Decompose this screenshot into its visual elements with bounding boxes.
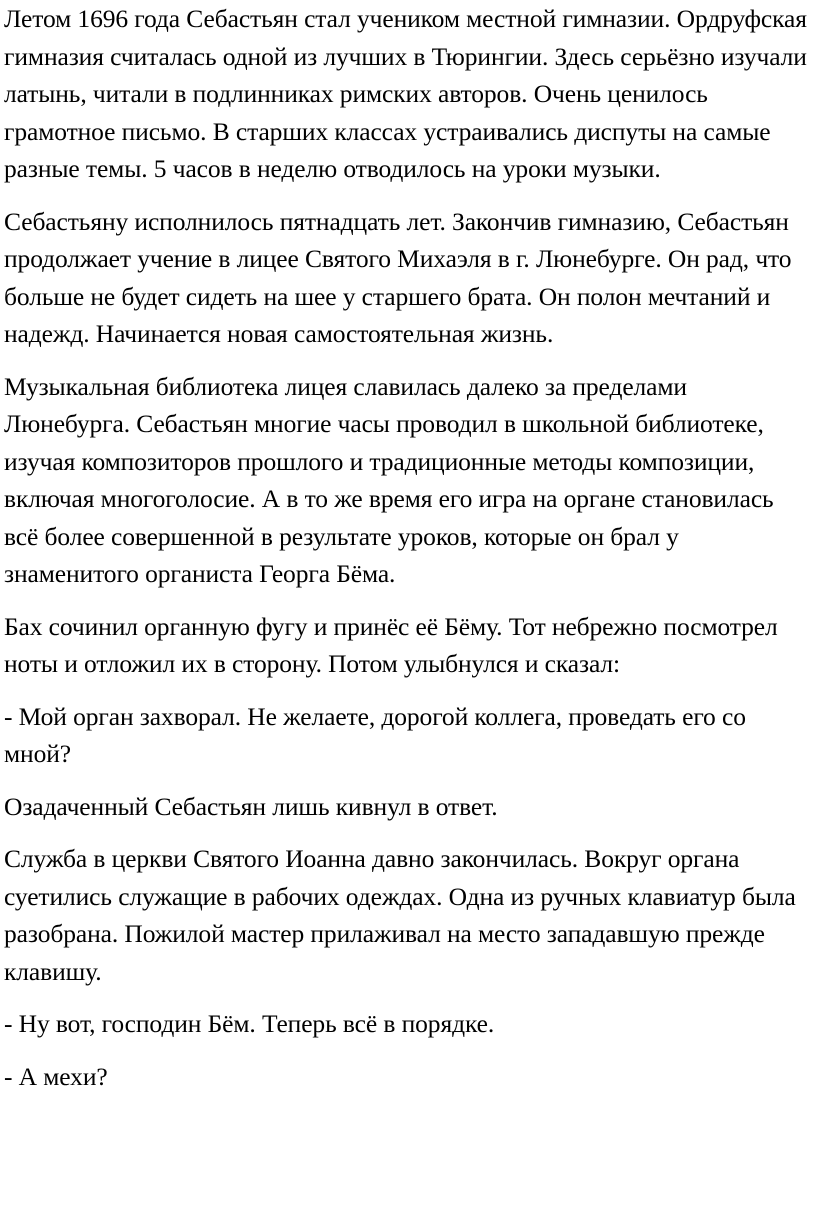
paragraph-7: Служба в церкви Святого Иоанна давно закончилась. Вокруг органа суетились служащие в рабочих одеждах. Одна из ручных клавиатур была разобрана. Пожилой мастер прилаживал на место западавшую прежде клавишу. [4, 844, 796, 986]
paragraph-1: Летом 1696 года Себастьян стал учеником местной гимназии. Ордруфская гимназия считалась одной из лучших в Тюрингии. Здесь серьёзно изучали латынь, читали в подлинниках римских авторов. Очень ценилось грамотное письмо. В старших классах устраивались диспуты на самые разные темы. 5 часов в неделю отводилось на уроки музыки. [4, 4, 807, 183]
paragraph-8: - Ну вот, господин Бём. Теперь всё в порядке. [4, 1009, 495, 1038]
paragraph-9: - А мехи? [4, 1061, 108, 1091]
paragraph-2: Себастьяну исполнилось пятнадцать лет. Закончив гимназию, Себастьян продолжает учение в лицее Святого Михаэля в г. Люнебурге. Он рад, что больше не будет сидеть на шее у старшего брата. Он полон мечтаний и надежд. Начинается новая самостоятельная жизнь. [4, 206, 792, 348]
paragraph-3: Музыкальная библиотека лицея славилась далеко за пределами Люнебурга. Себастьян многие часы проводил в школьной библиотеке, изучая композиторов прошлого и традиционные методы композиции, включая многоголосие. А в то же время его игра на органе становилась всё более совершенной в результате уроков, которые он брал у знаменитого органиста Георга Бёма. [4, 371, 774, 588]
paragraph-6: Озадаченный Себастьян лишь кивнул в ответ. [4, 791, 498, 821]
document-body [4, 0, 814, 1110]
paragraph-4: Бах сочинил органную фугу и принёс её Бёму. Тот небрежно посмотрел ноты и отложил их в сторону. Потом улыбнулся и сказал: [4, 611, 778, 678]
paragraph-5: - Мой орган захворал. Не желаете, дорогой коллега, проведать его со мной? [4, 701, 746, 768]
